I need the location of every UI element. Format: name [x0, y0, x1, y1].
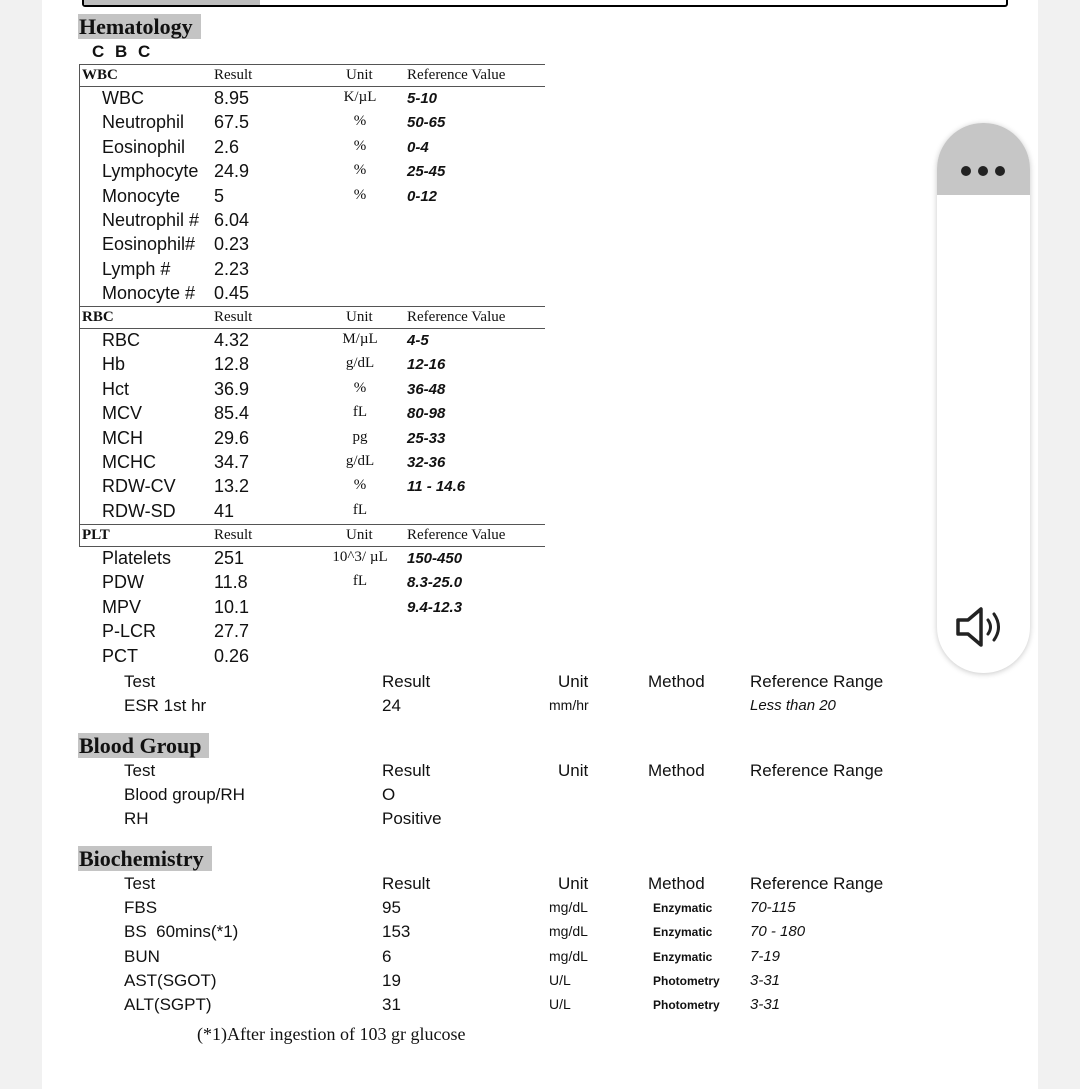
wbc-row-reference: 0-4 [407, 138, 429, 156]
esr-header-test: Test [124, 672, 156, 691]
plt-header-reference: Reference Value [407, 527, 506, 543]
plt-row-reference: 9.4-12.3 [407, 598, 463, 616]
biochem-row-reference: 3-31 [750, 996, 781, 1014]
subsection-cbc: C B C [92, 42, 154, 61]
wbc-table-top-border [79, 64, 545, 65]
rbc-header-underline [79, 328, 545, 329]
biochem-row-reference: 7-19 [750, 947, 781, 965]
wbc-row-reference: 5-10 [407, 90, 438, 107]
top-frame [82, 0, 1008, 7]
biochem-row-reference: 70-115 [750, 899, 796, 916]
rbc-table-top-border [79, 306, 545, 307]
esr-unit: mm/hr [549, 697, 589, 713]
rbc-row-unit: fL [352, 501, 368, 518]
rbc-row-name: MCH [102, 427, 143, 448]
wbc-row-name: Eosinophil [102, 136, 186, 157]
biochem-row-result: 95 [382, 898, 401, 917]
wbc-row-unit: % [353, 162, 367, 179]
wbc-row-result: 8.95 [214, 88, 250, 108]
biochem-row-result: 31 [382, 995, 401, 1015]
plt-row-unit: fL [352, 573, 368, 590]
floating-side-panel [937, 123, 1030, 673]
biochem-row-test: BUN [124, 946, 160, 966]
rbc-row-unit: g/dL [345, 453, 375, 469]
biochem-row-method: Photometry [653, 998, 720, 1013]
footnote: (*1)After ingestion of 103 gr glucose [197, 1024, 466, 1044]
rbc-table-left-border [79, 306, 80, 524]
rbc-row-name: MCHC [102, 452, 156, 472]
wbc-row-name: Lymph # [102, 258, 171, 279]
rbc-header-reference: Reference Value [407, 309, 506, 325]
plt-row-name: P-LCR [102, 621, 157, 642]
more-options-button[interactable] [937, 123, 1030, 195]
rbc-row-reference: 4-5 [407, 332, 429, 349]
rbc-row-result: 34.7 [214, 452, 250, 472]
biochem-row-test: BS 60mins(*1) [124, 922, 239, 942]
biochem-row-result: 6 [382, 946, 392, 966]
rbc-row-unit: % [353, 477, 367, 494]
wbc-row-reference: 0-12 [407, 187, 438, 205]
wbc-row-unit: K/µL [343, 89, 377, 105]
biochem-row-method: Photometry [653, 973, 720, 988]
plt-row-unit: 10^3/ µL [332, 549, 388, 565]
biochem-row-unit: U/L [549, 996, 571, 1013]
plt-row-reference: 8.3-25.0 [407, 574, 463, 592]
rbc-row-unit: pg [352, 428, 368, 445]
biochem-row-reference: 70 - 180 [750, 923, 806, 941]
biochem-row-method: Enzymatic [653, 949, 713, 964]
rbc-row-result: 4.32 [214, 330, 250, 350]
biochem-row-result: 19 [382, 970, 401, 990]
wbc-header-underline [79, 86, 545, 87]
blood-group-row-test: RH [124, 809, 149, 828]
rbc-row-name: RBC [102, 330, 141, 350]
wbc-row-result: 0.23 [214, 234, 250, 255]
wbc-row-unit: % [353, 186, 367, 203]
rbc-row-reference: 36-48 [407, 380, 446, 398]
plt-header-name: PLT [82, 527, 110, 543]
biochem-row-unit: mg/dL [549, 923, 588, 940]
speaker-volume-icon [955, 603, 1011, 651]
plt-row-result: 27.7 [214, 621, 250, 642]
plt-header-underline [79, 546, 545, 547]
blood-group-header-method: Method [648, 761, 705, 780]
plt-row-name: MPV [102, 596, 142, 617]
rbc-header-result: Result [214, 309, 253, 325]
biochem-row-unit: U/L [549, 971, 571, 988]
rbc-row-reference: 32-36 [407, 454, 446, 471]
plt-header-result: Result [214, 527, 253, 543]
wbc-row-result: 5 [214, 185, 225, 206]
blood-group-header-test: Test [124, 761, 156, 780]
rbc-header-unit: Unit [346, 309, 373, 325]
speaker-button[interactable] [955, 603, 1011, 651]
esr-header-result: Result [382, 672, 431, 691]
esr-reference: Less than 20 [750, 697, 836, 714]
blood-group-header-reference: Reference Range [750, 761, 884, 780]
wbc-header-name: WBC [82, 67, 118, 83]
biochem-header-unit: Unit [558, 874, 589, 893]
esr-header-unit: Unit [558, 672, 589, 691]
rbc-header-name: RBC [82, 309, 114, 325]
plt-row-name: PCT [102, 645, 138, 666]
rbc-row-reference: 80-98 [407, 405, 446, 423]
wbc-row-result: 24.9 [214, 161, 250, 182]
blood-group-header-unit: Unit [558, 761, 589, 780]
rbc-row-name: MCV [102, 403, 142, 424]
rbc-row-unit: M/µL [342, 331, 378, 347]
rbc-row-unit: g/dL [345, 355, 375, 372]
wbc-row-name: WBC [102, 88, 144, 108]
wbc-row-result: 2.6 [214, 136, 240, 157]
biochem-row-test: AST(SGOT) [124, 970, 217, 990]
plt-row-name: PDW [102, 572, 144, 593]
plt-row-reference: 150-450 [407, 550, 463, 567]
biochem-row-reference: 3-31 [750, 971, 781, 989]
rbc-row-result: 41 [214, 500, 235, 521]
wbc-header-unit: Unit [346, 67, 373, 83]
blood-group-row-result: O [382, 785, 396, 804]
rbc-row-result: 12.8 [214, 354, 250, 375]
biochem-row-test: ALT(SGPT) [124, 995, 212, 1015]
rbc-row-reference: 12-16 [407, 356, 446, 374]
biochem-header-result: Result [382, 874, 431, 893]
plt-row-result: 11.8 [214, 572, 248, 593]
rbc-row-name: RDW-SD [102, 500, 176, 521]
biochem-row-result: 153 [382, 922, 411, 942]
biochem-row-test: FBS [124, 898, 158, 917]
wbc-row-name: Neutrophil [102, 112, 185, 133]
rbc-row-reference: 25-33 [407, 429, 446, 447]
rbc-row-result: 13.2 [214, 476, 250, 497]
biochem-header-reference: Reference Range [750, 874, 884, 893]
esr-result: 24 [382, 696, 401, 715]
plt-row-result: 0.26 [214, 645, 250, 666]
wbc-header-reference: Reference Value [407, 67, 506, 83]
rbc-row-name: Hct [102, 378, 129, 399]
wbc-row-reference: 50-65 [407, 114, 446, 132]
wbc-row-name: Monocyte # [102, 283, 196, 304]
wbc-row-name: Eosinophil# [102, 234, 196, 255]
biochem-row-method: Enzymatic [653, 925, 713, 940]
wbc-row-unit: % [353, 137, 367, 154]
wbc-table-left-border [79, 64, 80, 306]
rbc-row-result: 29.6 [214, 427, 250, 448]
wbc-row-name: Neutrophil # [102, 210, 200, 230]
rbc-row-reference: 11 - 14.6 [407, 478, 466, 496]
wbc-row-result: 6.04 [214, 210, 250, 230]
plt-header-unit: Unit [346, 527, 373, 543]
esr-header-method: Method [648, 672, 705, 691]
rbc-row-result: 36.9 [214, 378, 250, 399]
rbc-row-name: Hb [102, 354, 126, 375]
section-title-blood-group: Blood Group [78, 733, 209, 758]
biochem-header-method: Method [648, 874, 705, 893]
wbc-row-unit: % [353, 113, 367, 130]
biochem-row-unit: mg/dL [549, 947, 588, 964]
plt-row-result: 251 [214, 548, 245, 568]
section-title-biochemistry: Biochemistry [78, 846, 212, 871]
blood-group-row-result: Positive [382, 809, 442, 828]
section-title-hematology: Hematology [78, 14, 201, 39]
wbc-row-reference: 25-45 [407, 163, 446, 181]
plt-row-name: Platelets [102, 548, 172, 568]
rbc-row-result: 85.4 [214, 403, 250, 424]
wbc-row-name: Lymphocyte [102, 161, 199, 182]
rbc-row-unit: % [353, 379, 367, 396]
wbc-row-result: 2.23 [214, 258, 250, 279]
biochem-row-unit: mg/dL [549, 899, 588, 915]
rbc-row-name: RDW-CV [102, 476, 176, 497]
wbc-row-name: Monocyte [102, 185, 181, 206]
rbc-row-unit: fL [352, 404, 368, 421]
wbc-header-result: Result [214, 67, 253, 83]
plt-table-top-border [79, 524, 545, 525]
blood-group-header-result: Result [382, 761, 431, 780]
biochem-header-test: Test [124, 874, 156, 893]
top-frame-shade [84, 0, 260, 5]
wbc-row-result: 67.5 [214, 112, 250, 133]
wbc-row-result: 0.45 [214, 283, 250, 304]
esr-test: ESR 1st hr [124, 696, 207, 715]
biochem-row-method: Enzymatic [653, 901, 713, 915]
plt-row-result: 10.1 [214, 596, 250, 617]
plt-table-left-border [79, 524, 80, 546]
blood-group-row-test: Blood group/RH [124, 785, 245, 804]
esr-header-reference: Reference Range [750, 672, 884, 691]
